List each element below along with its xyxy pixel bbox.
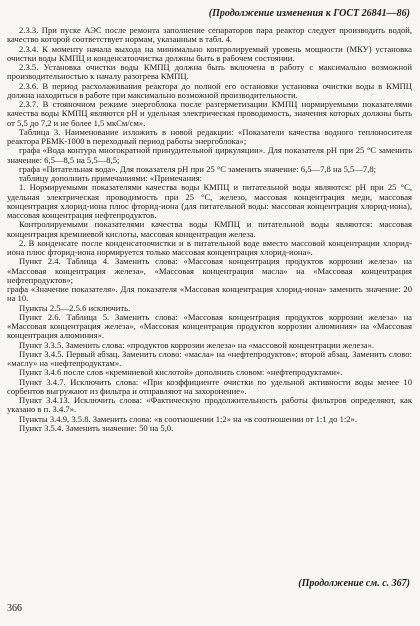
continuation-header: (Продолжение изменения к ГОСТ 26841—86): [208, 8, 410, 19]
paragraph-2-3-3: 2.3.3. При пуске АЭС после ремонта заполнение сепараторов пара реактор следует производить водой, качество которой соответствует нормам, указанным в табл. 4.: [7, 25, 412, 45]
paragraph-item-2-6: Пункт 2.6. Таблица 5. Заменить слова: «Массовая концентрация продуктов коррозии железа» на «Массовая концентрация железа», «Массовая концентрация продуктов коррозии алюминия» на «Массовая концентрация алюминия».: [7, 311, 412, 341]
paragraph-item-3-4-7: Пункт 3.4.7. Исключить слова: «При коэффициенте очистки по удельной активности воды менее 10 сорбентов выгружают из фильтра и отправляют на захоронение».: [7, 376, 412, 396]
paragraph-items-2-5: Пункты 2.5—2.5.6 исключить.: [19, 302, 131, 313]
paragraph-2-3-5: 2.3.5. Установка очистки воды КМПЦ должна быть включена в работу с максимально возможной производительностью к началу разогрева КМПЦ.: [7, 62, 412, 82]
paragraph-item-3-4-6: Пункт 3.4.6 после слов «кремниевой кислотой» дополнить словом: «нефтепродуктами».: [19, 367, 343, 378]
paragraph-2-3-7: 2.3.7. В стояночном режиме энергоблока после разгерметизации КМПЦ нормируемыми показателями качества воды КМПЦ являются pH и удельная электрическая проводимость, значения которых должны быть от 5,5 до 7,2 и не более 1,5 мкСм/см».: [7, 99, 412, 128]
paragraph-2-3-4: 2.3.4. К моменту начала выхода на минимально контролируемый уровень мощности (МКУ) установка очистки воды КМПЦ и конденсатоочистка должны быть в рабочем состоянии.: [7, 43, 412, 63]
paragraph-item-3-4-5: Пункт 3.4.5. Первый абзац. Заменить слово: «масла» на «нефтепродуктов»; второй абзац. Заменить слово: «маслу» на «нефтепродуктам».: [7, 348, 412, 368]
paragraph-item-3-4-13: Пункт 3.4.13. Исключить слова: «Фактическую продолжительность работы фильтров определяют, как указано в п. 3.4.7».: [7, 395, 412, 415]
continuation-footer: (Продолжение см. с. 367): [298, 578, 410, 589]
paragraph-controlled-indicators: Контролируемыми показателями качества воды КМПЦ и питательной воды являются: массовая концентрация кремниевой кислоты, массовая концентрация железа.: [7, 219, 412, 239]
paragraph-kmpc-water: графа «Вода контура многократной принудительной циркуляции». Для показателя pH при 25 °С заменить значение: 6,5—8,5 на 5,5—8,5;: [7, 145, 412, 165]
paragraph-table-3-title: Таблица 3. Наименование изложить в новой редакции: «Показатели качества водного теплоносителя реактора РБМК-1000 в переходный период работы энергоблока»;: [7, 126, 412, 146]
paragraph-note-2: 2. В конденсате после конденсатоочистки и в питательной воде вместо массовой концентрации хлорид-иона плюс фторид-иона нормируется только массовая концентрация хлорид-иона».: [7, 237, 412, 257]
paragraph-note-1: 1. Нормируемыми показателями качества воды КМПЦ и питательной воды являются: pH при 25 °С, удельная электрическая проводимость при 25 °С, железо, массовая концентрация меди, массовая концентрация хлорид-иона плюс фторид-иона (для питательной воды: массовая концентрация хлорид-иона), массовая концентрация нефтепродуктов.: [7, 182, 412, 220]
paragraph-items-3-4-9: Пункты 3.4.9, 3.5.8. Заменить слова: «в соотношении 1:2» на «в соотношении от 1:1 до 1:2».: [19, 413, 358, 424]
paragraph-value-column: графа «Значение показателя». Для показателя «Массовая концентрация хлорид-иона» заменить значение: 20 на 10.: [7, 284, 412, 304]
paragraph-item-2-4: Пункт 2.4. Таблица 4. Заменить слова: «Массовая концентрация продуктов коррозии железа» на «Массовая концентрация железа», «Массовая концентрация масла» на «Массовая концентрация нефтепродуктов»;: [7, 256, 412, 285]
page-number: 366: [7, 603, 22, 614]
paragraph-2-3-6: 2.3.6. В период расхолаживания реактора до полной его остановки установка очистки воды в КМПЦ должна находиться в работе при максимально возможной производительности.: [7, 80, 412, 100]
paragraph-item-3-3-5: Пункт 3.3.5. Заменить слова: «продуктов коррозии железа» на «массовой концентрации железа».: [19, 339, 375, 350]
paragraph-feed-water: графа «Питательная вода». Для показателя pH при 25 °С заменить значение: 6,5—7,8 на 5,5—7,8;: [19, 163, 377, 174]
document-body: [7, 26, 412, 433]
paragraph-notes-intro: таблицу дополнить примечаниями: «Примечания:: [19, 173, 203, 183]
paragraph-item-3-5-4: Пункт 3.5.4. Заменить значение: 50 на 5,0.: [19, 422, 174, 433]
